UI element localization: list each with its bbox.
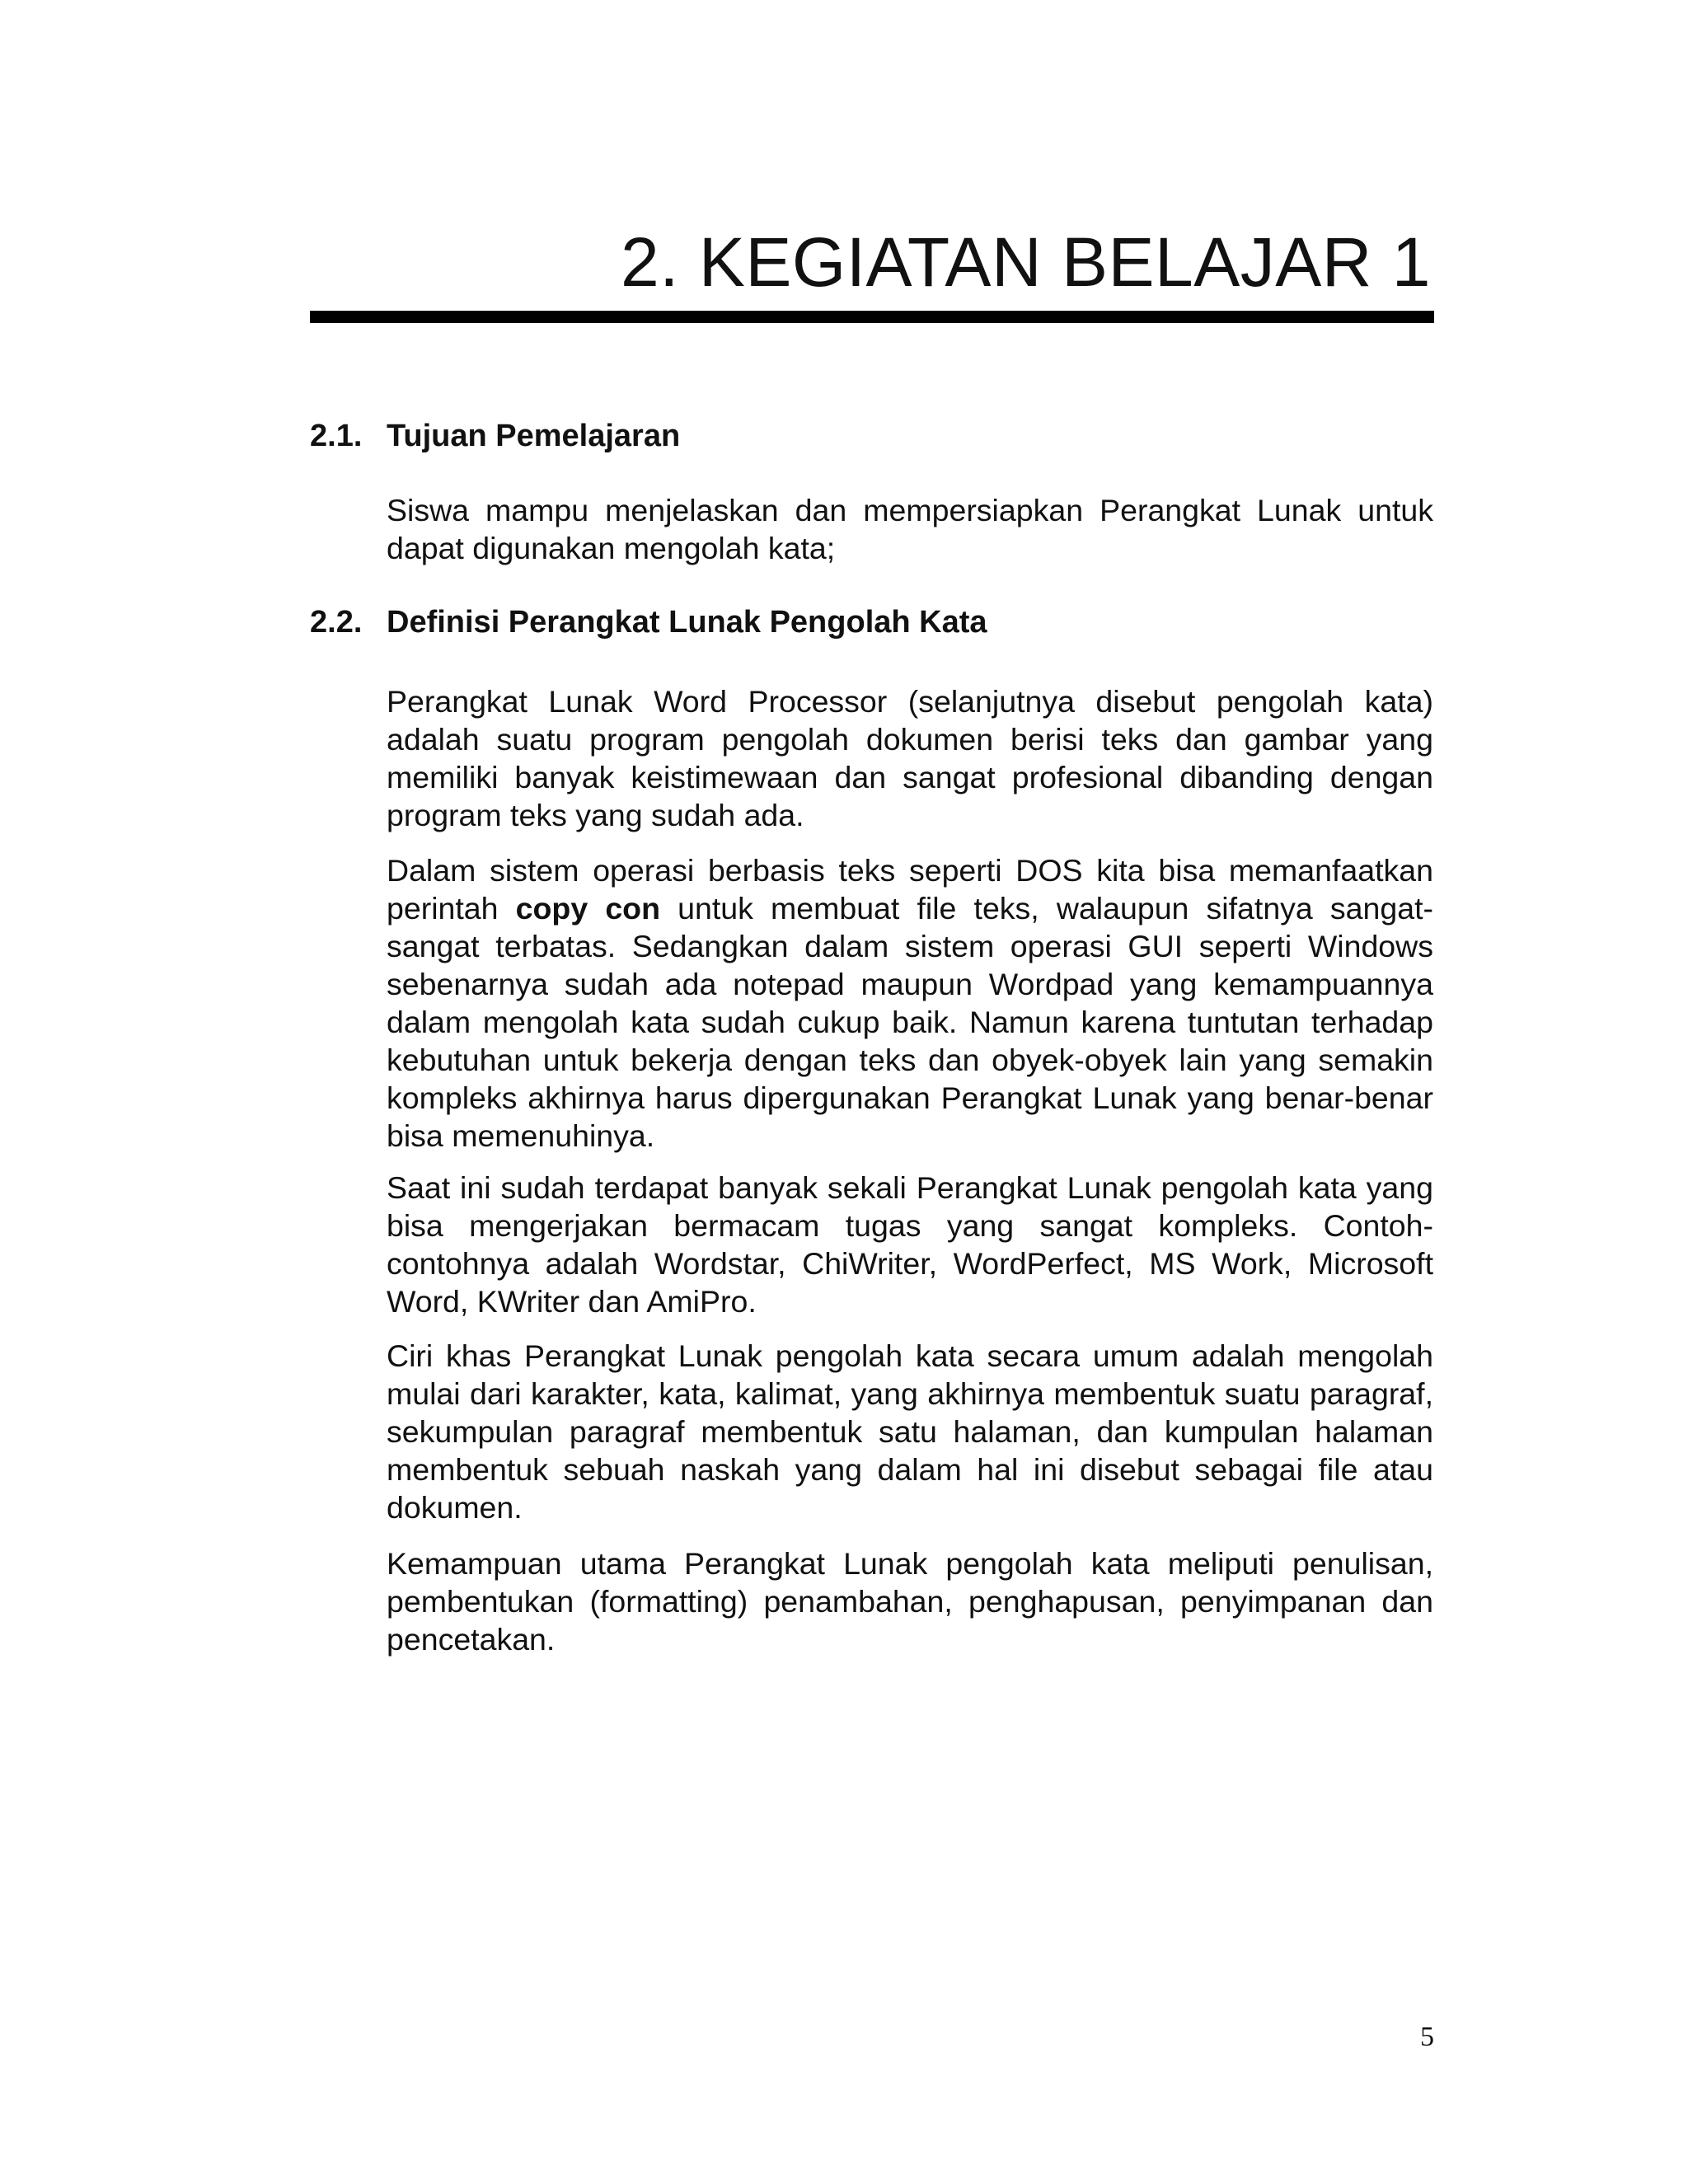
section-number: 2.1. [310, 419, 363, 453]
command-copy-con: copy con [515, 891, 660, 926]
paragraph-tujuan: Siswa mampu menjelaskan dan mempersiapkan Perangkat Lunak untuk dapat digunakan mengolah kata; [387, 493, 1433, 565]
paragraph-contoh-perangkat: Saat ini sudah terdapat banyak sekali Perangkat Lunak pengolah kata yang bisa mengerjakan bermacam tugas yang sangat kompleks. Contoh-contohnya adalah Wordstar, ChiWriter, WordPerfect, MS Work, Microsoft Word, KWriter dan AmiPro. [387, 1170, 1433, 1319]
section-heading-2-2 [310, 603, 1434, 641]
section-title: Tujuan Pemelajaran [387, 419, 681, 453]
section-number: 2.2. [310, 605, 363, 640]
paragraph-ciri-khas: Ciri khas Perangkat Lunak pengolah kata secara umum adalah mengolah mulai dari karakter, kata, kalimat, yang akhirnya membentuk suatu paragraf, sekumpulan paragraf membentuk satu halaman, dan kumpulan halaman membentuk sebuah naskah yang dalam hal ini disebut sebagai file atau dokumen. [387, 1338, 1433, 1525]
paragraph-text-before: Dalam sistem operasi berbasis teks seperti DOS kita bisa memanfaatkan perintah [387, 853, 1433, 926]
section-title: Definisi Perangkat Lunak Pengolah Kata [387, 605, 987, 640]
paragraph-definisi: Perangkat Lunak Word Processor (selanjutnya disebut pengolah kata) adalah suatu program pengolah dokumen berisi teks dan gambar yang memiliki banyak keistimewaan dan sangat profesional dibanding dengan program teks yang sudah ada. [387, 684, 1433, 832]
page-number: 5 [1420, 2022, 1434, 2052]
paragraph-text-after: untuk membuat file teks, walaupun sifatnya sangat-sangat terbatas. Sedangkan dalam sistem operasi GUI seperti Windows sebenarnya sudah ada notepad maupun Wordpad yang kemampuannya dalam mengolah kata sudah cukup baik. Namun karena tuntutan terhadap kebutuhan untuk bekerja dengan teks dan obyek-obyek lain yang semakin kompleks akhirnya harus dipergunakan Perangkat Lunak yang benar-benar bisa memenuhinya. [387, 891, 1433, 1153]
section-heading-2-1 [310, 417, 1434, 455]
title-underline-rule [310, 311, 1434, 323]
paragraph-kemampuan-utama: Kemampuan utama Perangkat Lunak pengolah kata meliputi penulisan, pembentukan (formatting) penambahan, penghapusan, penyimpanan dan pencetakan. [387, 1546, 1433, 1657]
paragraph-sistem-operasi [387, 851, 1433, 1155]
chapter-title: 2. KEGIATAN BELAJAR 1 [620, 223, 1431, 301]
